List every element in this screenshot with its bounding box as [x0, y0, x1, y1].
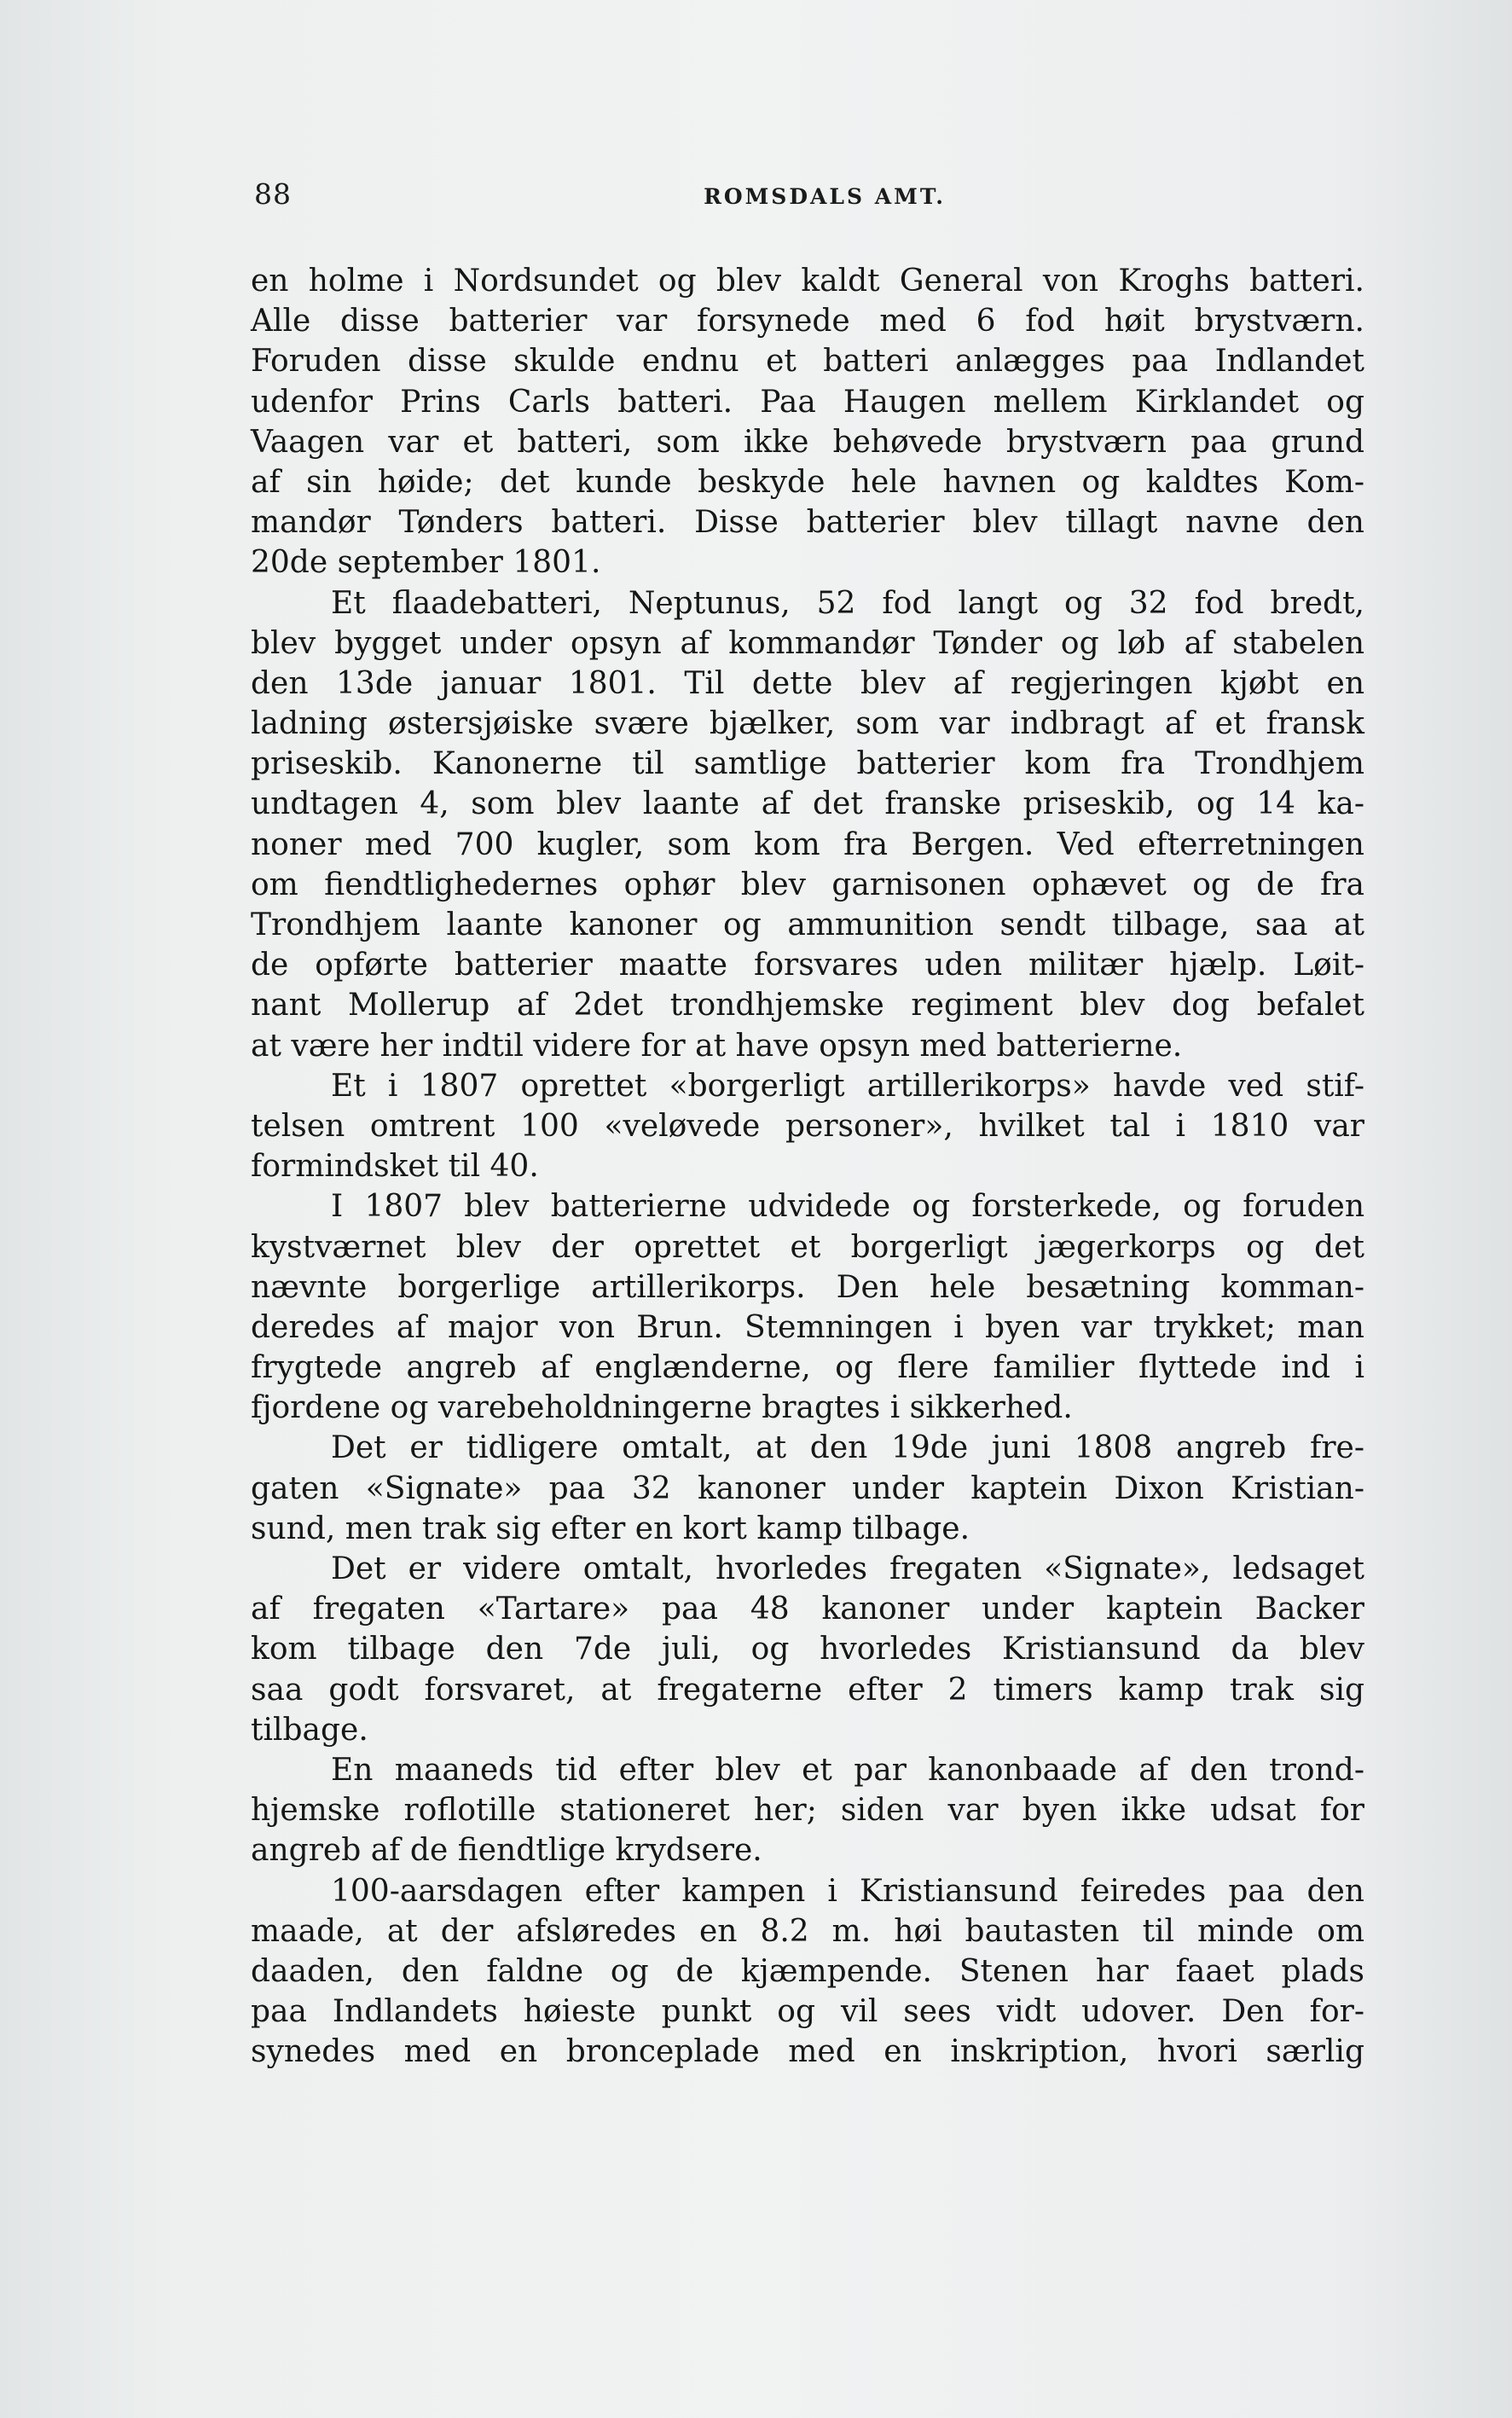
text-line: at være her indtil videre for at have opsyn med batterierne. [251, 1028, 1183, 1064]
text-line: hjemske roflotille stationeret her; siden var byen ikke udsat for [251, 1793, 1364, 1829]
text-line: noner med 700 kugler, som kom fra Bergen. Ved efterretningen [251, 826, 1364, 862]
text-line: mandør Tønders batteri. Disse batterier blev tillagt navne den [251, 505, 1364, 541]
text-line: synedes med en bronceplade med en inskription, hvori særlig [251, 2034, 1364, 2070]
text-line: Foruden disse skulde endnu et batteri anlægges paa Indlandet [251, 344, 1364, 380]
text-line: tilbage. [251, 1712, 368, 1748]
text-line: Trondhjem laante kanoner og ammunition sendt tilbage, saa at [251, 907, 1364, 942]
text-line: blev bygget under opsyn af kommandør Tønder og løb af stabelen [251, 625, 1364, 661]
text-line: undtagen 4, som blev laante af det franske priseskib, og 14 ka- [251, 786, 1364, 822]
text-line: paa Indlandets høieste punkt og vil sees vidt udover. Den for- [251, 1994, 1364, 2030]
text-line: priseskib. Kanonerne til samtlige batterier kom fra Trondhjem [251, 746, 1364, 782]
text-line: Et flaadebatteri, Neptunus, 52 fod langt og 32 fod bredt, [331, 585, 1364, 621]
text-line: af fregaten «Tartare» paa 48 kanoner under kaptein Backer [251, 1592, 1364, 1627]
text-line: fjordene og varebeholdningerne bragtes i sikkerhed. [251, 1390, 1073, 1426]
text-line: I 1807 blev batterierne udvidede og forsterkede, og foruden [331, 1189, 1364, 1225]
text-line: de opførte batterier maatte forsvares uden militær hjælp. Løit- [251, 948, 1364, 983]
text-line: om fiendtlighedernes ophør blev garnisonen ophævet og de fra [251, 867, 1364, 902]
running-title: ROMSDALS AMT. [704, 184, 946, 209]
text-line: Det er videre omtalt, hvorledes fregaten «Signate», ledsaget [331, 1551, 1364, 1586]
text-line: telsen omtrent 100 «veløvede personer», hvilket tal i 1810 var [251, 1108, 1364, 1144]
text-line: ladning østersjøiske svære bjælker, som var indbragt af et fransk [251, 706, 1364, 742]
text-line: en holme i Nordsundet og blev kaldt General von Kroghs batteri. [251, 264, 1364, 299]
page-header [251, 177, 1364, 215]
text-line: daaden, den faldne og de kjæmpende. Stenen har faaet plads [251, 1953, 1364, 1989]
text-line: den 13de januar 1801. Til dette blev af regjeringen kjøbt en [251, 665, 1364, 701]
text-line: frygtede angreb af englænderne, og flere familier flyttede ind i [251, 1350, 1364, 1386]
text-line: En maaneds tid efter blev et par kanonbaade af den trond- [331, 1752, 1364, 1788]
text-line: 20de september 1801. [251, 545, 601, 581]
text-line: kystværnet blev der oprettet et borgerligt jægerkorps og det [251, 1229, 1364, 1265]
body-text [251, 261, 1364, 2072]
text-line: saa godt forsvaret, at fregaterne efter 2 timers kamp trak sig [251, 1672, 1364, 1708]
text-line: 100-aarsdagen efter kampen i Kristiansund feiredes paa den [331, 1873, 1364, 1909]
text-line: gaten «Signate» paa 32 kanoner under kaptein Dixon Kristian- [251, 1470, 1364, 1506]
text-line: kom tilbage den 7de juli, og hvorledes Kristiansund da blev [251, 1632, 1364, 1667]
text-line: udenfor Prins Carls batteri. Paa Haugen mellem Kirklandet og [251, 384, 1364, 420]
text-line: nævnte borgerlige artillerikorps. Den hele besætning komman- [251, 1269, 1364, 1305]
text-line: Vaagen var et batteri, som ikke behøvede brystværn paa grund [251, 424, 1364, 460]
text-line: angreb af de fiendtlige krydsere. [251, 1833, 762, 1869]
text-line: formindsket til 40. [251, 1149, 539, 1185]
page-number: 88 [254, 177, 292, 211]
text-line: Alle disse batterier var forsynede med 6 fod høit brystværn. [251, 304, 1364, 339]
text-line: deredes af major von Brun. Stemningen i byen var trykket; man [251, 1309, 1364, 1345]
text-line: Et i 1807 oprettet «borgerligt artillerikorps» havde ved stif- [331, 1068, 1364, 1104]
text-line: nant Mollerup af 2det trondhjemske regiment blev dog befalet [251, 988, 1364, 1023]
text-line: sund, men trak sig efter en kort kamp tilbage. [251, 1511, 970, 1546]
text-line: af sin høide; det kunde beskyde hele havnen og kaldtes Kom- [251, 464, 1364, 500]
text-line: Det er tidligere omtalt, at den 19de juni 1808 angreb fre- [331, 1430, 1364, 1466]
text-line: maade, at der afsløredes en 8.2 m. høi bautasten til minde om [251, 1913, 1364, 1949]
